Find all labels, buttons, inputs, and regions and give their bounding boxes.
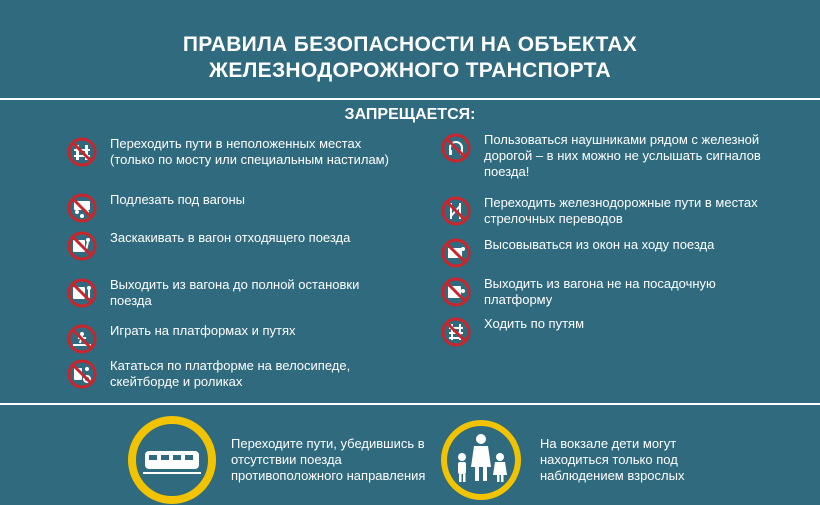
no-walk-tracks-icon [441,317,471,347]
rule-text: Выходить из вагона до полной остановки поезда [110,277,360,308]
no-switch-crossing-icon [441,196,471,226]
no-crossing-icon [67,137,97,167]
rule-item [441,195,774,227]
no-crawl-under-icon [67,193,97,223]
no-exit-moving-icon [67,278,97,308]
top-divider [0,98,820,100]
train-circle-icon [127,415,217,505]
rule-text: Ходить по путям [484,316,585,331]
no-lean-out-icon [441,238,471,268]
prohibited-heading: ЗАПРЕЩАЕТСЯ: [344,106,476,123]
rule-text: Выходить из вагона не на посадочную платформу [484,276,716,307]
rule-item [67,323,400,354]
rule-text: Пользоваться наушниками рядом с железной дорогой – в них можно не услышать сигналов поезда! [484,132,761,179]
no-skate-icon [67,359,97,389]
rule-text: Играть на платформах и путях [110,323,296,338]
title-line-1: ПРАВИЛА БЕЗОПАСНОСТИ НА ОБЪЕКТАХ [182,33,638,56]
rule-text: Переходить пути в неположенных местах (только по мосту или специальным настилам) [110,136,389,167]
page-title [0,32,820,84]
no-wrong-side-exit-icon [441,277,471,307]
rule-item [441,237,774,268]
rule-text: Высовываться из окон на ходу поезда [484,237,715,252]
rule-item [67,192,400,223]
rule-item [67,277,400,309]
rule-item [441,316,774,347]
rule-text: Подлезать под вагоны [110,192,246,207]
family-circle-icon [436,415,526,505]
rule-text: Заскакивать в вагон отходящего поезда [110,230,351,245]
title-line-2: ЖЕЛЕЗНОДОРОЖНОГО ТРАНСПОРТА [209,59,611,82]
rule-text: Переходить железнодорожные пути в местах стрелочных переводов [484,195,758,226]
rule-item [441,276,774,308]
bottom-divider [0,403,820,405]
no-play-icon [67,324,97,354]
bottom-rule-item [127,415,431,505]
rule-item [67,136,400,168]
no-jump-on-icon [67,231,97,261]
bottom-rule-item [436,415,740,505]
rule-item [67,230,400,261]
rule-item [441,132,774,180]
rule-text: Кататься по платформе на велосипеде, скейтборде и роликах [110,358,351,389]
bottom-rule-text: Переходите пути, убедившись в отсутствии поезда противоположного направления [231,436,426,483]
no-headphones-icon [441,133,471,163]
bottom-rule-text: На вокзале дети могут находиться только под наблюдением взрослых [540,436,685,483]
rule-item [67,358,400,390]
